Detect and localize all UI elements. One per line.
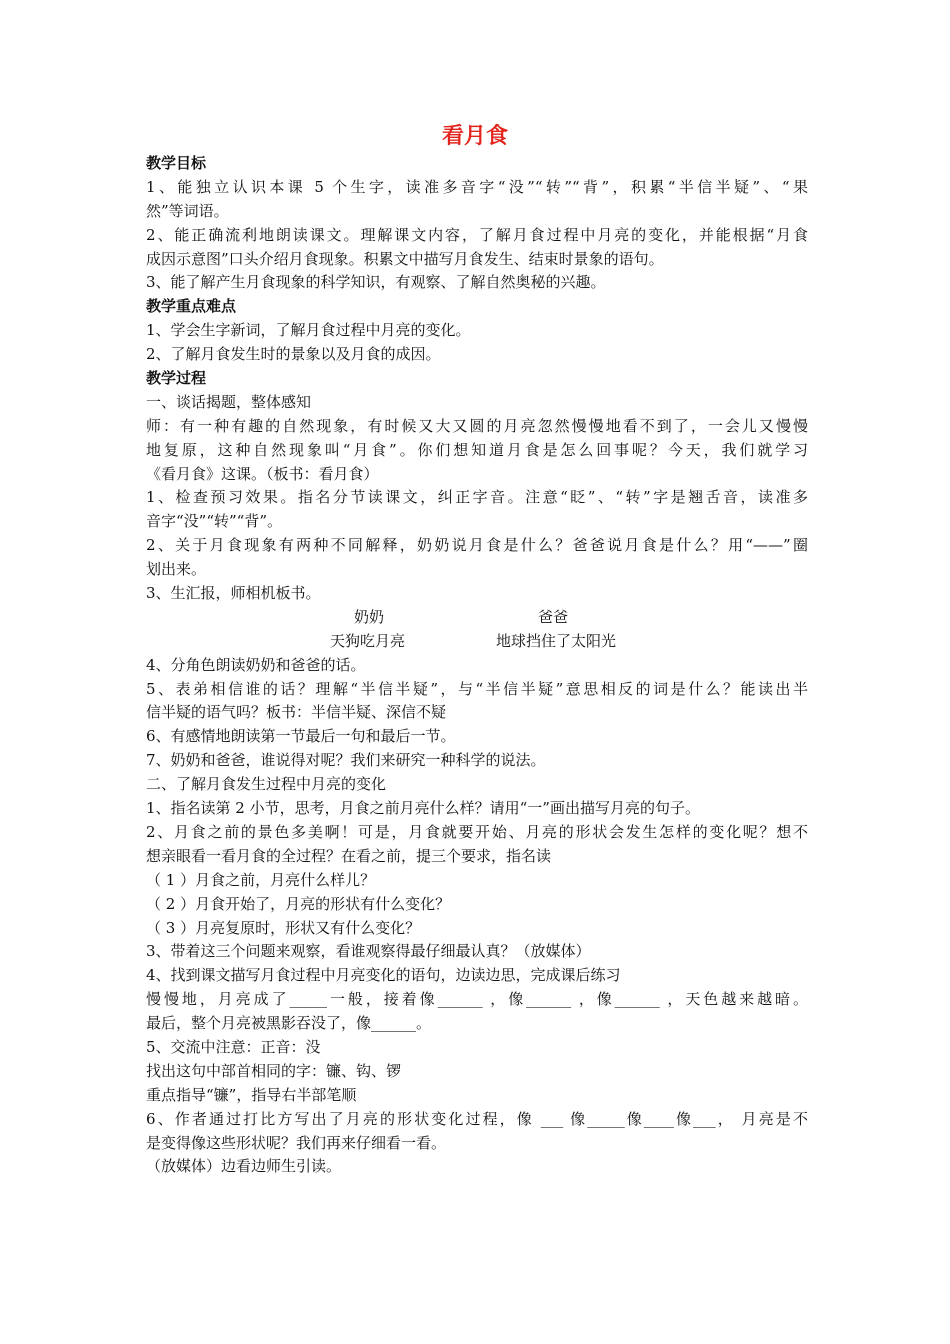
text-line: 成因示意图”口头介绍月食现象。积累文中描写月食发生、结束时景象的语句。: [146, 249, 664, 268]
text-line: 1、能独立认识本课 5 个生字，读准多音字“没”“转”“背”，积累“半信半疑”、“果: [146, 177, 808, 196]
text-line: 然”等词语。: [146, 201, 229, 220]
text-line: 4、找到课文描写月食过程中月亮变化的语句，边读边思，完成课后练习: [146, 966, 621, 985]
section-heading: 教学重点难点: [146, 297, 237, 316]
text-line: 5、表弟相信谁的话？理解“半信半疑”，与“半信半疑”意思相反的词是什么？能读出半: [146, 679, 808, 698]
text-line: 最后，整个月亮被黑影吞没了，像______。: [146, 1014, 432, 1033]
text-line: 3、生汇报，师相机板书。: [146, 584, 321, 603]
text-line: 音字“没”“转”“背”。: [146, 512, 283, 531]
text-line: 1、指名读第 2 小节，思考，月食之前月亮什么样？请用“一”画出描写月亮的句子。: [146, 799, 700, 818]
text-line: 3、带着这三个问题来观察，看谁观察得最仔细最认真？（放媒体）: [146, 942, 591, 961]
text-line: 3、能了解产生月食现象的科学知识，有观察、了解自然奥秘的兴趣。: [146, 273, 606, 292]
text-line: 《看月食》这课。（板书：看月食）: [146, 464, 379, 483]
text-line: 想亲眼看一看月食的全过程？在看之前，提三个要求，指名读: [146, 846, 552, 865]
blackboard-notes-views: [146, 630, 808, 654]
text-line: 5、交流中注意：正音：没: [146, 1037, 321, 1056]
text-line: 二、了解月食发生过程中月亮的变化: [146, 775, 387, 794]
text-line: 4、分角色朗读奶奶和爸爸的话。: [146, 655, 366, 674]
text-line: 6、有感情地朗读第一节最后一句和最后一节。: [146, 727, 456, 746]
text-line: 地复原，这种自然现象叫“月食”。你们想知道月食是怎么回事呢？今天，我们就学习: [146, 440, 808, 459]
text-block-objectives-process: [146, 152, 808, 606]
text-line: （放媒体）边看边师生引读。: [146, 1157, 342, 1176]
text-line: 一、谈话揭题，整体感知: [146, 392, 312, 411]
board-right-name: 爸爸: [538, 607, 569, 626]
text-line: 重点指导“镰”，指导右半部笔顺: [146, 1085, 357, 1104]
board-left-name: 奶奶: [354, 607, 385, 626]
text-line: （ 2 ）月食开始了，月亮的形状有什么变化？: [146, 894, 451, 913]
text-line: 信半疑的语气吗？板书：半信半疑、深信不疑: [146, 703, 447, 722]
document-body: [146, 152, 808, 1179]
text-line: 是变得像这些形状呢？我们再来仔细看一看。: [146, 1133, 447, 1152]
text-line: 找出这句中部首相同的字：镰、钩、锣: [146, 1061, 402, 1080]
board-left-view: 天狗吃月亮: [330, 631, 406, 650]
text-line: 2、了解月食发生时的景象以及月食的成因。: [146, 345, 441, 364]
text-line: 6、作者通过打比方写出了月亮的形状变化过程，像 ___ 像_____像____像___， 月亮是不: [146, 1109, 808, 1128]
text-line: 2、月食之前的景色多美啊！可是，月食就要开始、月亮的形状会发生怎样的变化呢？想不: [146, 822, 808, 841]
text-line: 师：有一种有趣的自然现象，有时候又大又圆的月亮忽然慢慢地看不到了，一会儿又慢慢: [146, 416, 808, 435]
text-line: 2、关于月食现象有两种不同解释，奶奶说月食是什么？爸爸说月食是什么？用“——”圈: [146, 536, 808, 555]
text-line: 划出来。: [146, 560, 207, 579]
board-right-view: 地球挡住了太阳光: [496, 631, 617, 650]
section-heading: 教学过程: [146, 369, 207, 388]
text-line: （ 1 ）月食之前，月亮什么样儿？: [146, 870, 376, 889]
document-title: 看月食: [441, 124, 508, 149]
text-line: 1、检查预习效果。指名分节读课文，纠正字音。注意“眨”、“转”字是翘舌音，读准多: [146, 488, 808, 507]
text-line: （ 3 ）月亮复原时，形状又有什么变化？: [146, 918, 421, 937]
text-line: 2、能正确流利地朗读课文。理解课文内容，了解月食过程中月亮的变化，并能根据“月食: [146, 225, 808, 244]
section-heading: 教学目标: [146, 154, 207, 172]
text-line: 7、奶奶和爸爸，谁说得对呢？我们来研究一种科学的说法。: [146, 751, 546, 770]
text-block-steps: [146, 654, 808, 1180]
text-line: 1、学会生字新词，了解月食过程中月亮的变化。: [146, 321, 471, 340]
blackboard-notes: [146, 606, 808, 630]
text-line: 慢慢地，月亮成了_____一般，接着像______ ，像______ ，像______ ，天色越来越暗。: [146, 990, 808, 1009]
